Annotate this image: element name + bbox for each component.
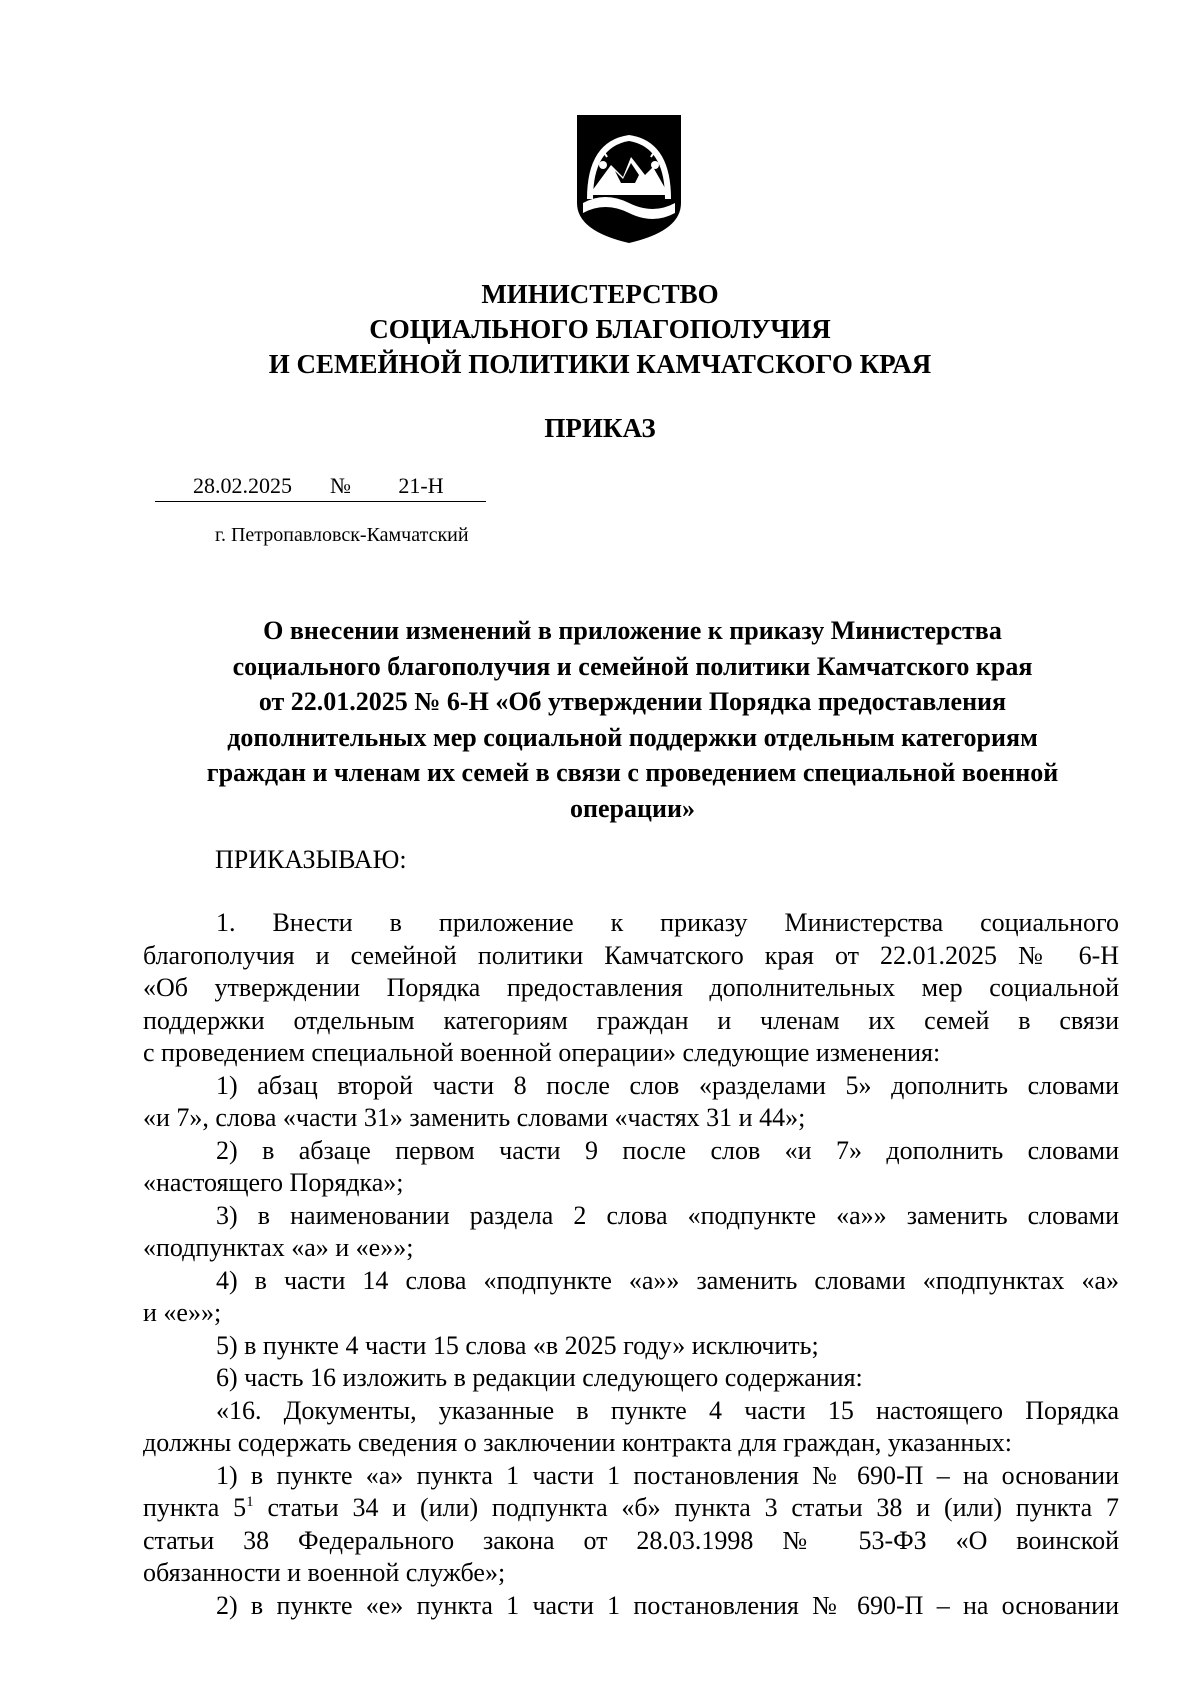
- body-line-part: статьи 34 и (или) подпункта «б» пункта 3 статьи 38 и (или) пункта 7: [253, 1493, 1119, 1522]
- ministry-name: [0, 277, 1200, 382]
- document-type: ПРИКАЗ: [544, 413, 656, 443]
- order-subject: [145, 613, 1120, 827]
- number-sign: №: [330, 472, 356, 502]
- subject-line: дополнительных мер социальной поддержки отдельным категориям: [227, 722, 1038, 752]
- body-line: обязанности и военной службе»;: [143, 1558, 506, 1587]
- ministry-line: МИНИСТЕРСТВО: [481, 279, 719, 309]
- body-line: «Об утверждении Порядка предоставления дополнительных мер социальной: [143, 973, 1119, 1002]
- body-line: «и 7», слова «части 31» заменить словами «частях 31 и 44»;: [143, 1103, 806, 1132]
- order-date: 28.02.2025: [155, 472, 330, 502]
- ministry-line: И СЕМЕЙНОЙ ПОЛИТИКИ КАМЧАТСКОГО КРАЯ: [268, 349, 932, 379]
- body-line: с проведением специальной военной операции» следующие изменения:: [143, 1038, 941, 1067]
- body-line: 2) в абзаце первом части 9 после слов «и 7» дополнить словами: [216, 1135, 1119, 1165]
- body-line: поддержки отдельным категориям граждан и членам их семей в связи: [143, 1005, 1119, 1035]
- body-line: 1) абзац второй части 8 после слов «разделами 5» дополнить словами: [216, 1070, 1119, 1100]
- order-meta: [155, 472, 486, 502]
- kamchatka-coat-of-arms-icon: [575, 113, 683, 245]
- body-line: 1) в пункте «а» пункта 1 части 1 постановления № 690-П – на основании: [216, 1460, 1119, 1490]
- body-line: и «е»»;: [143, 1298, 222, 1327]
- order-body: [143, 907, 1119, 1622]
- body-line: «16. Документы, указанные в пункте 4 части 15 настоящего Порядка: [216, 1395, 1119, 1425]
- subject-line: граждан и членам их семей в связи с проведением специальной военной: [206, 758, 1059, 788]
- city: г. Петропавловск-Камчатский: [215, 524, 469, 546]
- subject-line: от 22.01.2025 № 6-Н «Об утверждении Порядка предоставления: [258, 687, 1007, 717]
- body-line-part: пункта 5: [143, 1493, 247, 1522]
- emblem: [575, 113, 683, 245]
- body-line: «подпунктах «а» и «е»»;: [143, 1233, 414, 1262]
- body-line: благополучия и семейной политики Камчатского края от 22.01.2025 № 6-Н: [143, 940, 1119, 970]
- body-line: 6) часть 16 изложить в редакции следующего содержания:: [216, 1363, 863, 1392]
- body-line: 1. Внести в приложение к приказу Министерства социального: [216, 908, 1119, 937]
- ministry-line: СОЦИАЛЬНОГО БЛАГОПОЛУЧИЯ: [369, 314, 831, 344]
- subject-line: О внесении изменений в приложение к приказу Министерства: [263, 616, 1002, 645]
- decree-word: ПРИКАЗЫВАЮ:: [215, 845, 407, 874]
- superscript: 1: [246, 1494, 254, 1510]
- body-line: 4) в части 14 слова «подпункте «а»» заменить словами «подпунктах «а»: [216, 1265, 1119, 1295]
- body-line: [143, 1492, 1119, 1525]
- subject-line: операции»: [570, 793, 695, 823]
- body-line: статьи 38 Федерального закона от 28.03.1998 № 53-ФЗ «О воинской: [143, 1525, 1119, 1555]
- body-line: «настоящего Порядка»;: [143, 1168, 404, 1197]
- body-line: 5) в пункте 4 части 15 слова «в 2025 году» исключить;: [216, 1330, 819, 1360]
- subject-line: социального благополучия и семейной политики Камчатского края: [232, 651, 1033, 681]
- order-number: 21-Н: [356, 472, 486, 502]
- body-line: 3) в наименовании раздела 2 слова «подпункте «а»» заменить словами: [216, 1200, 1119, 1230]
- body-line: 2) в пункте «е» пункта 1 части 1 постановления № 690-П – на основании: [216, 1590, 1119, 1620]
- body-line: должны содержать сведения о заключении контракта для граждан, указанных:: [143, 1428, 1013, 1457]
